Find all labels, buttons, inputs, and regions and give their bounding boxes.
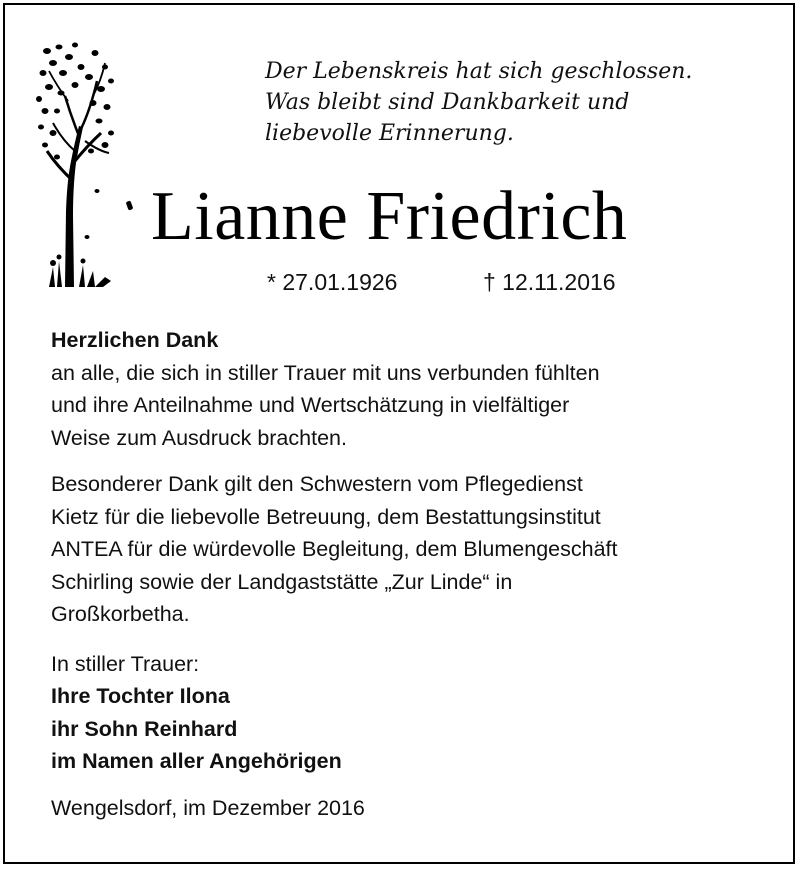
special-thanks-line: ANTEA für die würdevolle Begleitung, dem Blumengeschäft (51, 537, 618, 561)
tree-icon (35, 41, 115, 287)
place-date: Wengelsdorf, im Dezember 2016 (51, 795, 365, 820)
mourner-name: Ihre Tochter Ilona (51, 684, 230, 708)
death-date: † 12.11.2016 (483, 269, 616, 295)
obituary-notice (3, 3, 795, 864)
quote-line: liebevolle Erinnerung. (265, 121, 514, 146)
thanks-heading: Herzlichen Dank (51, 328, 219, 352)
special-thanks-line: Schirling sowie der Landgaststätte „Zur Linde“ in (51, 569, 513, 594)
special-thanks-line: Großkorbetha. (51, 602, 190, 626)
thanks-line: Weise zum Ausdruck brachten. (51, 425, 347, 450)
falling-leaf-icon (126, 200, 134, 210)
thanks-line: und ihre Anteilnahme und Wertschätzung in vielfältiger (51, 393, 570, 417)
thanks-line: an alle, die sich in stiller Trauer mit uns verbunden fühlten (51, 360, 600, 385)
mourner-name: im Namen aller Angehörigen (51, 749, 342, 773)
quote-line: Was bleibt sind Dankbarkeit und (265, 90, 630, 115)
mourning-intro: In stiller Trauer: (51, 651, 200, 676)
epitaph-quote (265, 56, 785, 149)
quote-line: Der Lebenskreis hat sich geschlossen. (265, 59, 693, 84)
notice-body (51, 324, 781, 824)
special-thanks-line: Kietz für die liebevolle Betreuung, dem Bestattungsinstitut (51, 504, 601, 529)
deceased-name: Lianne Friedrich (151, 178, 628, 255)
mourner-name: ihr Sohn Reinhard (51, 716, 238, 741)
special-thanks-line: Besonderer Dank gilt den Schwestern vom Pflegedienst (51, 472, 583, 496)
birth-date: * 27.01.1926 (267, 269, 398, 295)
